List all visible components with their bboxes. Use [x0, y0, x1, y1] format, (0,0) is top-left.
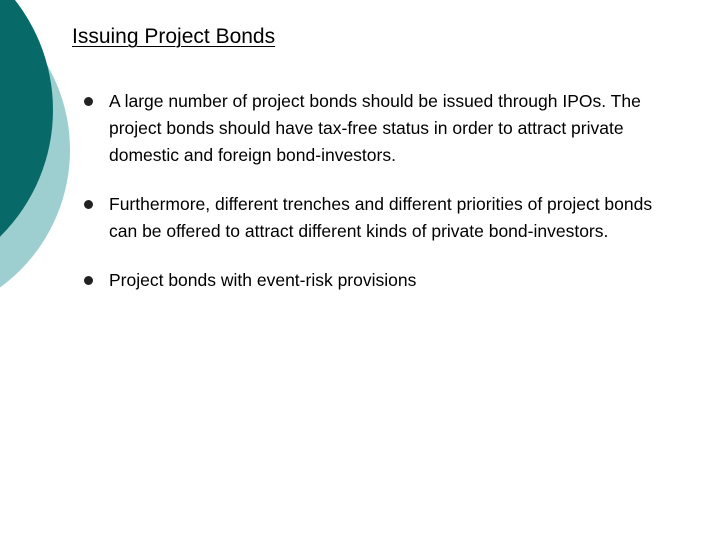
bullet-text: Furthermore, different trenches and different priorities of project bonds can be offered to attract different kinds of private bond-investors. — [109, 194, 653, 241]
bullet-dot-icon — [84, 276, 93, 285]
bullet-item — [80, 88, 680, 169]
bullet-dot-icon — [84, 200, 93, 209]
bullet-list — [80, 88, 680, 316]
bullet-text: A large number of project bonds should be issued through IPOs. The project bonds should have tax-free status in order to attract private domestic and foreign bond-investors. — [109, 91, 641, 165]
bullet-text: Project bonds with event-risk provisions — [109, 270, 417, 290]
slide-title: Issuing Project Bonds — [72, 25, 276, 48]
bullet-item — [80, 191, 680, 245]
bullet-dot-icon — [84, 97, 93, 106]
decorative-circles — [0, 0, 80, 300]
bullet-item — [80, 267, 680, 294]
